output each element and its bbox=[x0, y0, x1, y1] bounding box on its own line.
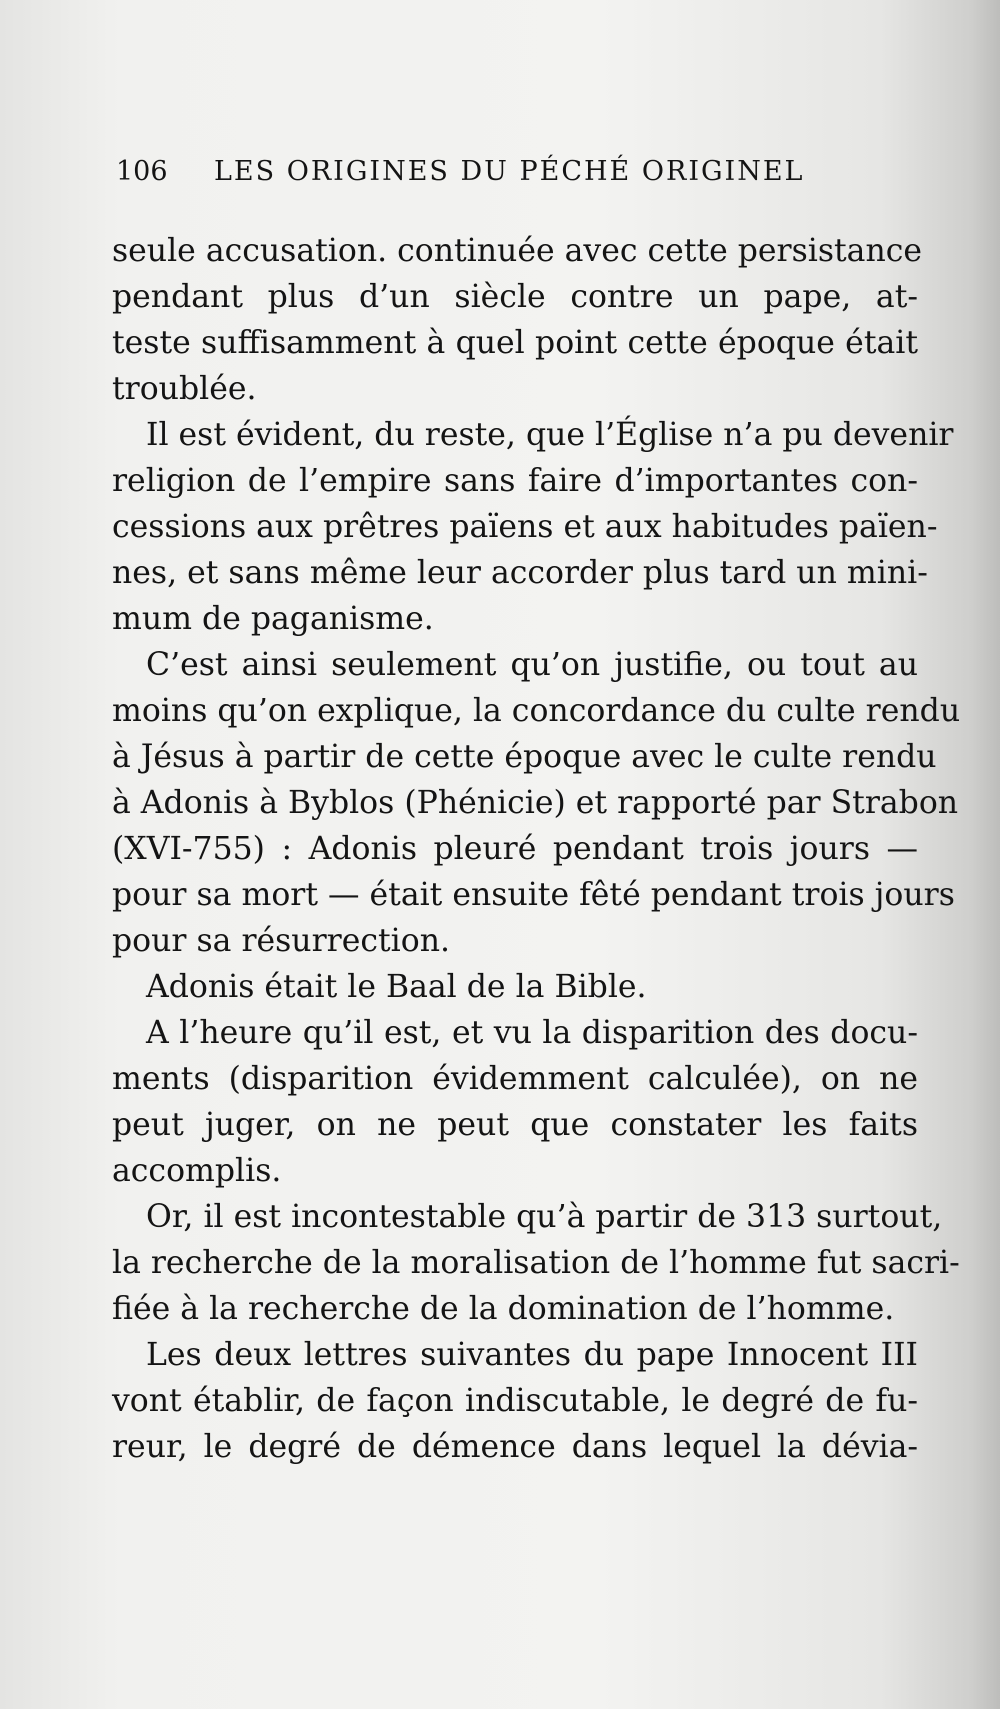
text-line: pour sa mort — était ensuite fêté pendant trois jours bbox=[112, 877, 955, 913]
running-header bbox=[116, 156, 836, 196]
text-line: ments (disparition évidemment calculée), on ne bbox=[112, 1061, 918, 1097]
text-line: religion de l’empire sans faire d’importantes con- bbox=[112, 463, 918, 499]
text-line: à Adonis à Byblos (Phénicie) et rapporté par Strabon bbox=[112, 785, 959, 821]
running-title: LES ORIGINES DU PÉCHÉ ORIGINEL bbox=[214, 156, 805, 187]
text-line: reur, le degré de démence dans lequel la dévia- bbox=[112, 1429, 918, 1465]
text-line: pendant plus d’un siècle contre un pape, at- bbox=[112, 279, 918, 315]
text-line: A l’heure qu’il est, et vu la disparition des docu- bbox=[146, 1015, 918, 1051]
text-line: accomplis. bbox=[112, 1153, 282, 1189]
text-line: Adonis était le Baal de la Bible. bbox=[146, 969, 647, 1005]
text-line: teste suffisamment à quel point cette époque était bbox=[112, 325, 918, 361]
text-line: peut juger, on ne peut que constater les faits bbox=[112, 1107, 918, 1143]
text-line: cessions aux prêtres païens et aux habitudes païen- bbox=[112, 509, 938, 545]
text-line: Il est évident, du reste, que l’Église n’a pu devenir bbox=[146, 417, 954, 453]
text-line: mum de paganisme. bbox=[112, 601, 434, 637]
text-line: la recherche de la moralisation de l’homme fut sacri- bbox=[112, 1245, 960, 1281]
text-line: troublée. bbox=[112, 371, 257, 407]
text-line: (XVI-755) : Adonis pleuré pendant trois jours — bbox=[112, 831, 918, 867]
text-line: fiée à la recherche de la domination de l’homme. bbox=[112, 1291, 895, 1327]
text-line: C’est ainsi seulement qu’on justifie, ou tout au bbox=[146, 647, 918, 683]
text-line: moins qu’on explique, la concordance du culte rendu bbox=[112, 693, 961, 729]
text-line: seule accusation. continuée avec cette persistance bbox=[112, 233, 923, 269]
text-line: Les deux lettres suivantes du pape Innocent III bbox=[146, 1337, 918, 1373]
text-line: pour sa résurrection. bbox=[112, 923, 450, 959]
text-line: à Jésus à partir de cette époque avec le culte rendu bbox=[112, 739, 937, 775]
page-number: 106 bbox=[116, 156, 168, 187]
text-line: Or, il est incontestable qu’à partir de 313 surtout, bbox=[146, 1199, 943, 1235]
text-line: nes, et sans même leur accorder plus tard un mini- bbox=[112, 555, 928, 591]
text-line: vont établir, de façon indiscutable, le degré de fu- bbox=[112, 1383, 918, 1419]
